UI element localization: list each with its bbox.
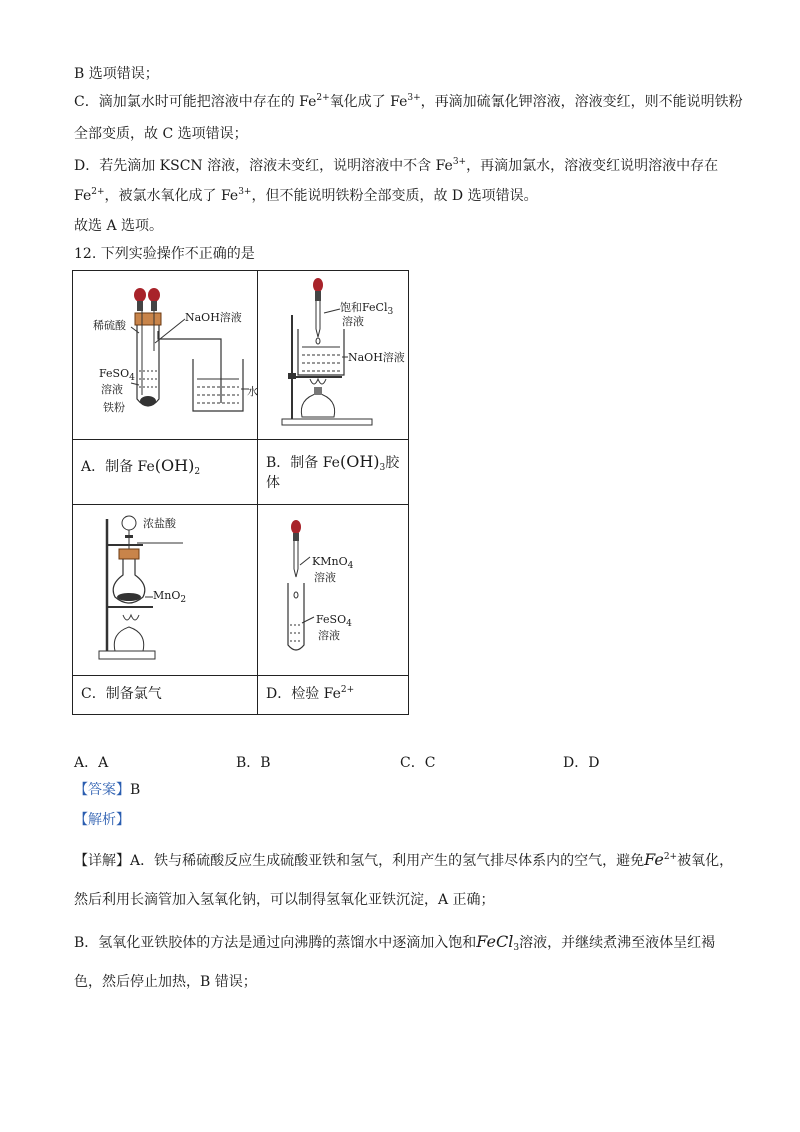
text-line-5: $Fe^{2+}$，被氯水氧化成了 $Fe^{3+}$，但不能说明铁粉全部变质，故 D 选项错误。 [74,187,538,204]
text-line-4: D．若先滴加 KSCN 溶液，溶液未变红，说明溶液中不含 $Fe^{3+}$，再滴加氯水，溶液变红说明溶液中存在 [74,157,719,174]
label-mno2: MnO$_2$ [153,589,187,605]
detail-line-3: B．氢氧化亚铁胶体的方法是通过向沸腾的蒸馏水中逐滴加入饱和FeCl$_3$溶液，并继续煮沸至液体呈红褐 [74,932,716,953]
label-water: 水 [247,385,258,398]
option-a: A．A [74,755,109,771]
label-feso4: FeSO$_4$ [99,367,135,383]
answer-line: 【答案】B [74,782,141,798]
detail-line-1: 【详解】A．铁与稀硫酸反应生成硫酸亚铁和氢气，利用产生的氢气排尽体系内的空气，避免$Fe^{2+}$被氧化， [74,850,734,869]
caption-d: D．检验 $Fe^{2+}$ [258,676,409,715]
caption-b: B．制备 $Fe(OH)_3$胶 体 [258,440,409,505]
text-line-6: 故选 A 选项。 [74,218,164,234]
detail-line-4: 色，然后停止加热，B 错误； [74,974,257,990]
option-d: D．D [563,755,600,771]
caption-c: C．制备氯气 [73,676,258,715]
caption-a: A．制备 $Fe(OH)_2$ [73,440,258,505]
label-dilute-acid: 稀硫酸 [93,319,126,332]
label-solution-b: 溶液 [342,315,364,328]
label-conc-hcl: 浓盐酸 [143,517,176,530]
apparatus-d-drawing [258,505,408,675]
apparatus-a-drawing [73,271,257,439]
label-feso4-d: FeSO$_4$ [316,613,352,629]
label-naoh-b: NaOH溶液 [348,351,405,364]
detail-line-2: 然后利用长滴管加入氢氧化钠，可以制得氢氧化亚铁沉淀，A 正确； [74,892,495,908]
analysis-heading: 【解析】 [74,812,130,828]
text-line-1: B 选项错误； [74,66,159,82]
label-solution-d2: 溶液 [318,629,340,642]
label-naoh: NaOH溶液 [185,311,242,324]
figure-a [73,271,258,440]
apparatus-table [72,270,409,715]
label-kmno4: KMnO$_4$ [312,555,354,571]
option-b: B．B [236,755,271,771]
label-solution-a: 溶液 [101,383,123,396]
option-c: C．C [400,755,436,771]
figure-d [258,505,409,676]
label-sat-fecl3: 饱和FeCl$_3$ [340,301,394,317]
answer-value: B [130,782,141,798]
text-line-3: 全部变质，故 C 选项错误； [74,126,248,142]
figure-c [73,505,258,676]
figure-b [258,271,409,440]
text-line-2: C．滴加氯水时可能把溶液中存在的 $Fe^{2+}$氧化成了 $Fe^{3+}$，再滴加硫氰化钾溶液，溶液变红，则不能说明铁粉 [74,93,743,110]
label-solution-d1: 溶液 [314,571,336,584]
label-iron-powder: 铁粉 [103,401,125,414]
question-12: 12. 下列实验操作不正确的是 [74,246,255,262]
